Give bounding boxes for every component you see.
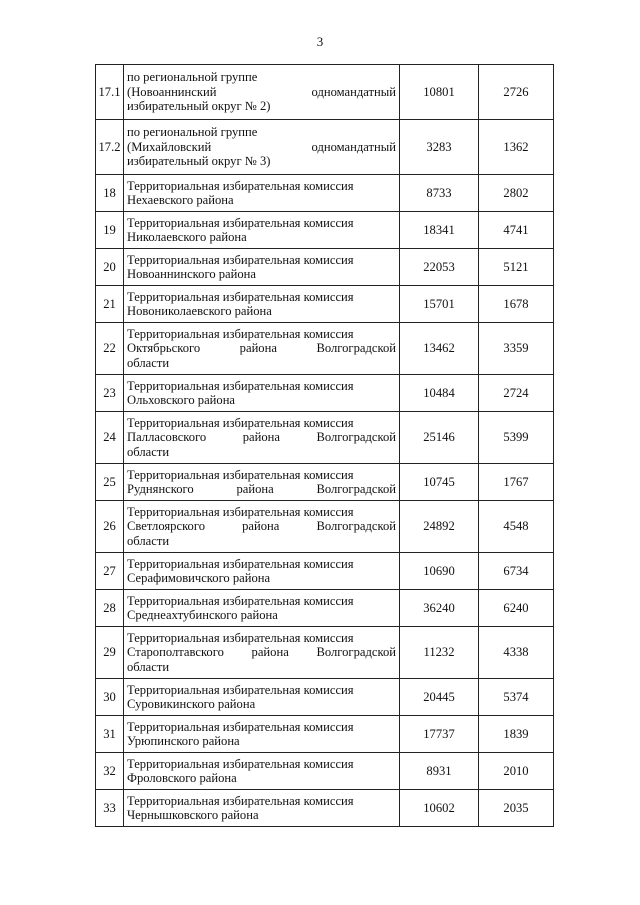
name-line: Серафимовичского района xyxy=(127,571,271,585)
value-2: 6734 xyxy=(479,553,554,590)
name-line: (Новоаннинский одномандатный xyxy=(127,84,396,99)
row-number: 30 xyxy=(96,679,124,716)
table-row xyxy=(96,753,554,790)
name-line: Территориальная избирательная комиссия xyxy=(127,252,354,267)
name-line: Палласовского района Волгоградской xyxy=(127,430,396,445)
table-row xyxy=(96,590,554,627)
value-1: 24892 xyxy=(400,501,479,553)
name-line: Чернышковского района xyxy=(127,808,259,822)
row-number: 18 xyxy=(96,175,124,212)
value-1: 13462 xyxy=(400,323,479,375)
commission-name xyxy=(124,175,400,212)
value-1: 15701 xyxy=(400,286,479,323)
name-line: избирательный округ № 3) xyxy=(127,154,271,169)
commission-name xyxy=(124,464,400,501)
name-line: Территориальная избирательная комиссия xyxy=(127,793,354,808)
name-line: Территориальная избирательная комиссия xyxy=(127,593,354,608)
commission-name xyxy=(124,212,400,249)
commission-name xyxy=(124,753,400,790)
row-number: 27 xyxy=(96,553,124,590)
name-line: (Михайловский одномандатный xyxy=(127,139,396,154)
name-line: Фроловского района xyxy=(127,771,237,785)
value-1: 10745 xyxy=(400,464,479,501)
commission-name xyxy=(124,375,400,412)
value-1: 8931 xyxy=(400,753,479,790)
value-1: 20445 xyxy=(400,679,479,716)
table-row xyxy=(96,679,554,716)
table-row xyxy=(96,120,554,175)
value-2: 6240 xyxy=(479,590,554,627)
value-2: 3359 xyxy=(479,323,554,375)
value-2: 1362 xyxy=(479,120,554,175)
name-line: Среднеахтубинского района xyxy=(127,608,278,622)
commission-name xyxy=(124,249,400,286)
name-line: по региональной группе xyxy=(127,125,258,140)
row-number: 28 xyxy=(96,590,124,627)
value-1: 10602 xyxy=(400,790,479,827)
name-line: Территориальная избирательная комиссия xyxy=(127,504,354,519)
table-row xyxy=(96,249,554,286)
table-row xyxy=(96,212,554,249)
table-row xyxy=(96,323,554,375)
name-line: области xyxy=(127,533,170,548)
table-row xyxy=(96,286,554,323)
table-row xyxy=(96,790,554,827)
name-line: Новоаннинского района xyxy=(127,267,257,281)
row-number: 20 xyxy=(96,249,124,286)
commission-name xyxy=(124,679,400,716)
table-row xyxy=(96,65,554,120)
value-2: 5399 xyxy=(479,412,554,464)
name-line: Нехаевского района xyxy=(127,193,234,207)
row-number: 17.1 xyxy=(96,65,124,120)
results-table xyxy=(95,64,554,827)
table-row xyxy=(96,412,554,464)
name-line: Николаевского района xyxy=(127,230,247,244)
name-line: по региональной группе xyxy=(127,70,258,85)
value-2: 1839 xyxy=(479,716,554,753)
name-line: Ольховского района xyxy=(127,393,236,407)
value-1: 25146 xyxy=(400,412,479,464)
table-row xyxy=(96,464,554,501)
table-row xyxy=(96,716,554,753)
name-line: Новониколаевского района xyxy=(127,304,272,318)
value-1: 11232 xyxy=(400,627,479,679)
name-line: Руднянского района Волгоградской xyxy=(127,482,396,496)
commission-name xyxy=(124,286,400,323)
name-line: Территориальная избирательная комиссия xyxy=(127,630,354,645)
row-number: 31 xyxy=(96,716,124,753)
commission-name xyxy=(124,590,400,627)
name-line: Территориальная избирательная комиссия xyxy=(127,467,354,482)
row-number: 32 xyxy=(96,753,124,790)
table-row xyxy=(96,501,554,553)
value-1: 3283 xyxy=(400,120,479,175)
value-1: 10484 xyxy=(400,375,479,412)
name-line: Суровикинского района xyxy=(127,697,256,711)
row-number: 25 xyxy=(96,464,124,501)
name-line: Октябрьского района Волгоградской xyxy=(127,341,396,356)
name-line: Территориальная избирательная комиссия xyxy=(127,378,354,393)
value-2: 5374 xyxy=(479,679,554,716)
row-number: 33 xyxy=(96,790,124,827)
commission-name xyxy=(124,120,400,175)
page-number: 3 xyxy=(316,34,324,49)
value-2: 1678 xyxy=(479,286,554,323)
name-line: Территориальная избирательная комиссия xyxy=(127,556,354,571)
row-number: 22 xyxy=(96,323,124,375)
name-line: Территориальная избирательная комиссия xyxy=(127,719,354,734)
row-number: 23 xyxy=(96,375,124,412)
name-line: Территориальная избирательная комиссия xyxy=(127,178,354,193)
commission-name xyxy=(124,627,400,679)
table-row xyxy=(96,627,554,679)
value-2: 2726 xyxy=(479,65,554,120)
name-line: Территориальная избирательная комиссия xyxy=(127,756,354,771)
value-1: 36240 xyxy=(400,590,479,627)
table-row xyxy=(96,175,554,212)
table-row xyxy=(96,375,554,412)
name-line: области xyxy=(127,444,170,459)
commission-name xyxy=(124,790,400,827)
row-number: 17.2 xyxy=(96,120,124,175)
commission-name xyxy=(124,323,400,375)
row-number: 21 xyxy=(96,286,124,323)
name-line: Территориальная избирательная комиссия xyxy=(127,326,354,341)
value-2: 2802 xyxy=(479,175,554,212)
value-1: 22053 xyxy=(400,249,479,286)
name-line: Территориальная избирательная комиссия xyxy=(127,289,354,304)
value-1: 10801 xyxy=(400,65,479,120)
name-line: Территориальная избирательная комиссия xyxy=(127,415,354,430)
table-body xyxy=(96,65,554,827)
name-line: Территориальная избирательная комиссия xyxy=(127,682,354,697)
name-line: Урюпинского района xyxy=(127,734,240,748)
row-number: 19 xyxy=(96,212,124,249)
row-number: 24 xyxy=(96,412,124,464)
commission-name xyxy=(124,65,400,120)
value-1: 10690 xyxy=(400,553,479,590)
value-1: 17737 xyxy=(400,716,479,753)
value-1: 8733 xyxy=(400,175,479,212)
row-number: 26 xyxy=(96,501,124,553)
commission-name xyxy=(124,501,400,553)
value-2: 4741 xyxy=(479,212,554,249)
table-row xyxy=(96,553,554,590)
value-2: 5121 xyxy=(479,249,554,286)
commission-name xyxy=(124,716,400,753)
value-2: 4338 xyxy=(479,627,554,679)
name-line: Территориальная избирательная комиссия xyxy=(127,215,354,230)
value-1: 18341 xyxy=(400,212,479,249)
value-2: 2724 xyxy=(479,375,554,412)
name-line: области xyxy=(127,355,170,370)
value-2: 4548 xyxy=(479,501,554,553)
name-line: избирательный округ № 2) xyxy=(127,99,271,114)
value-2: 1767 xyxy=(479,464,554,501)
value-2: 2010 xyxy=(479,753,554,790)
name-line: области xyxy=(127,659,170,674)
row-number: 29 xyxy=(96,627,124,679)
value-2: 2035 xyxy=(479,790,554,827)
name-line: Старополтавского района Волгоградской xyxy=(127,645,396,660)
name-line: Светлоярского района Волгоградской xyxy=(127,519,396,534)
commission-name xyxy=(124,553,400,590)
commission-name xyxy=(124,412,400,464)
